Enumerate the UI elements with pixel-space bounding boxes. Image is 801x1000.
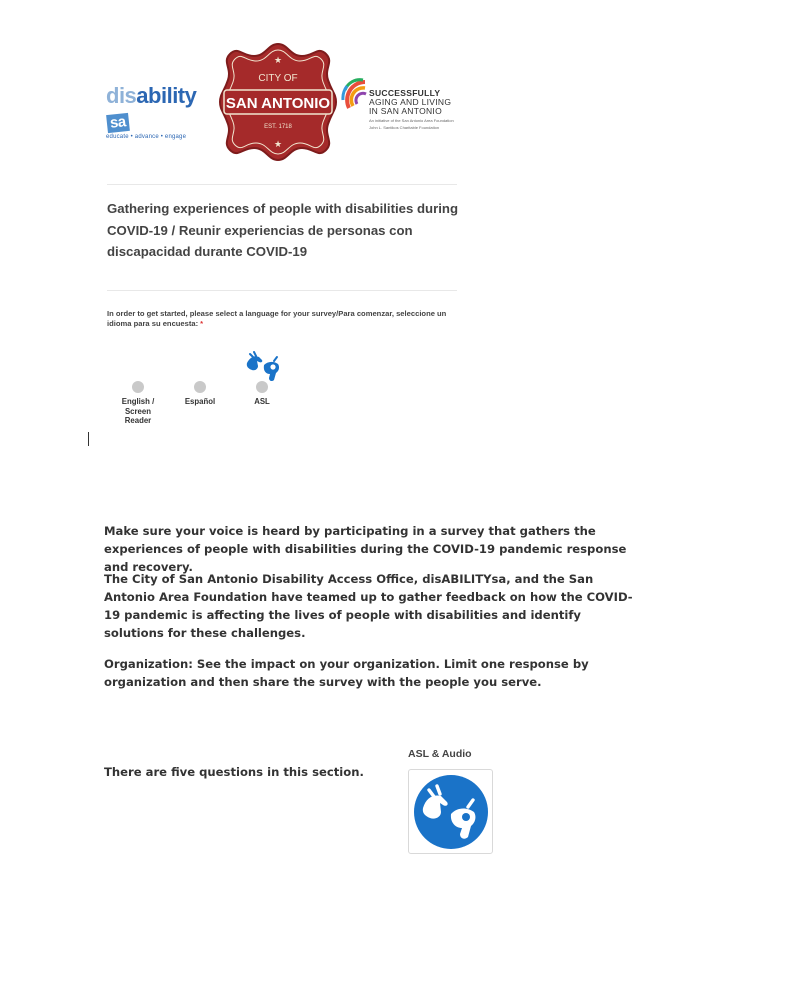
- star-icon: ★: [273, 55, 283, 65]
- seal-san-antonio: SAN ANTONIO: [225, 95, 331, 112]
- successfully-aging-logo: [341, 74, 461, 134]
- organization-paragraph: Organization: See the impact on your organization. Limit one response by organization and then share the survey with the people you serve.: [104, 657, 589, 689]
- seal-est: EST. 1718: [264, 124, 292, 130]
- asl-hands-icon: [244, 351, 282, 383]
- radio-button-asl[interactable]: [256, 381, 268, 393]
- aging-line-3: IN SAN ANTONIO: [369, 106, 443, 116]
- radio-option-asl[interactable]: [236, 381, 288, 407]
- language-question-text: In order to get started, please select a language for your survey/Para comenzar, seleccione un idioma para su encuesta:: [107, 309, 447, 328]
- disabilitysa-logo: [106, 83, 218, 140]
- spanish-label: Español: [184, 397, 216, 406]
- city-of-san-antonio-seal: [218, 42, 338, 162]
- aging-line-1: SUCCESSFULLY: [369, 88, 441, 98]
- rainbow-swirl-icon: [341, 78, 369, 118]
- form-title: Gathering experiences of people with disabilities during COVID-19 / Reunir experiencias de personas con discapacidad durante COVID-19: [107, 201, 459, 259]
- asl-hands-icon: [413, 774, 489, 850]
- aging-line-2: AGING AND LIVING: [369, 97, 452, 107]
- seal-city-of: CITY OF: [258, 73, 298, 84]
- required-marker: *: [200, 318, 204, 328]
- english-label-line-2: Screen: [124, 406, 151, 416]
- partnership-paragraph: The City of San Antonio Disability Access Office, disABILITYsa, and the San Antonio Area Foundation have teamed up to gather feedback on how the COVID-19 pandemic is affecting the lives of people with disabilities and identify solutions for these challenges.: [104, 572, 633, 640]
- radio-option-english[interactable]: [112, 381, 164, 426]
- radio-option-spanish[interactable]: [174, 381, 226, 407]
- star-icon: ★: [273, 139, 283, 149]
- asl-audio-button[interactable]: [408, 769, 493, 854]
- intro-paragraph: Make sure your voice is heard by participating in a survey that gathers the experiences of people with disabilities during the COVID-19 pandemic response and recovery.: [104, 524, 627, 574]
- logo-text-sa: sa: [106, 113, 129, 133]
- language-question: [107, 309, 462, 328]
- divider: [107, 290, 457, 291]
- english-label-line-1: English /: [121, 397, 155, 406]
- radio-button-english[interactable]: [132, 381, 144, 393]
- divider: [107, 184, 457, 185]
- radio-button-spanish[interactable]: [194, 381, 206, 393]
- asl-label: ASL: [254, 397, 270, 406]
- logo-tagline: educate • advance • engage: [106, 134, 187, 140]
- aging-line-4: An initiative of the San Antonio Area Foundation: [369, 118, 454, 123]
- aging-line-5: John L. Santikos Charitable Foundation: [369, 125, 440, 130]
- text-cursor: [88, 432, 89, 446]
- logo-text-ability: ability: [136, 83, 197, 108]
- logo-text-dis: dis: [106, 83, 137, 108]
- asl-audio-label: ASL & Audio: [408, 748, 472, 760]
- english-label-line-3: Reader: [124, 416, 152, 426]
- section-note: There are five questions in this section.: [104, 765, 364, 779]
